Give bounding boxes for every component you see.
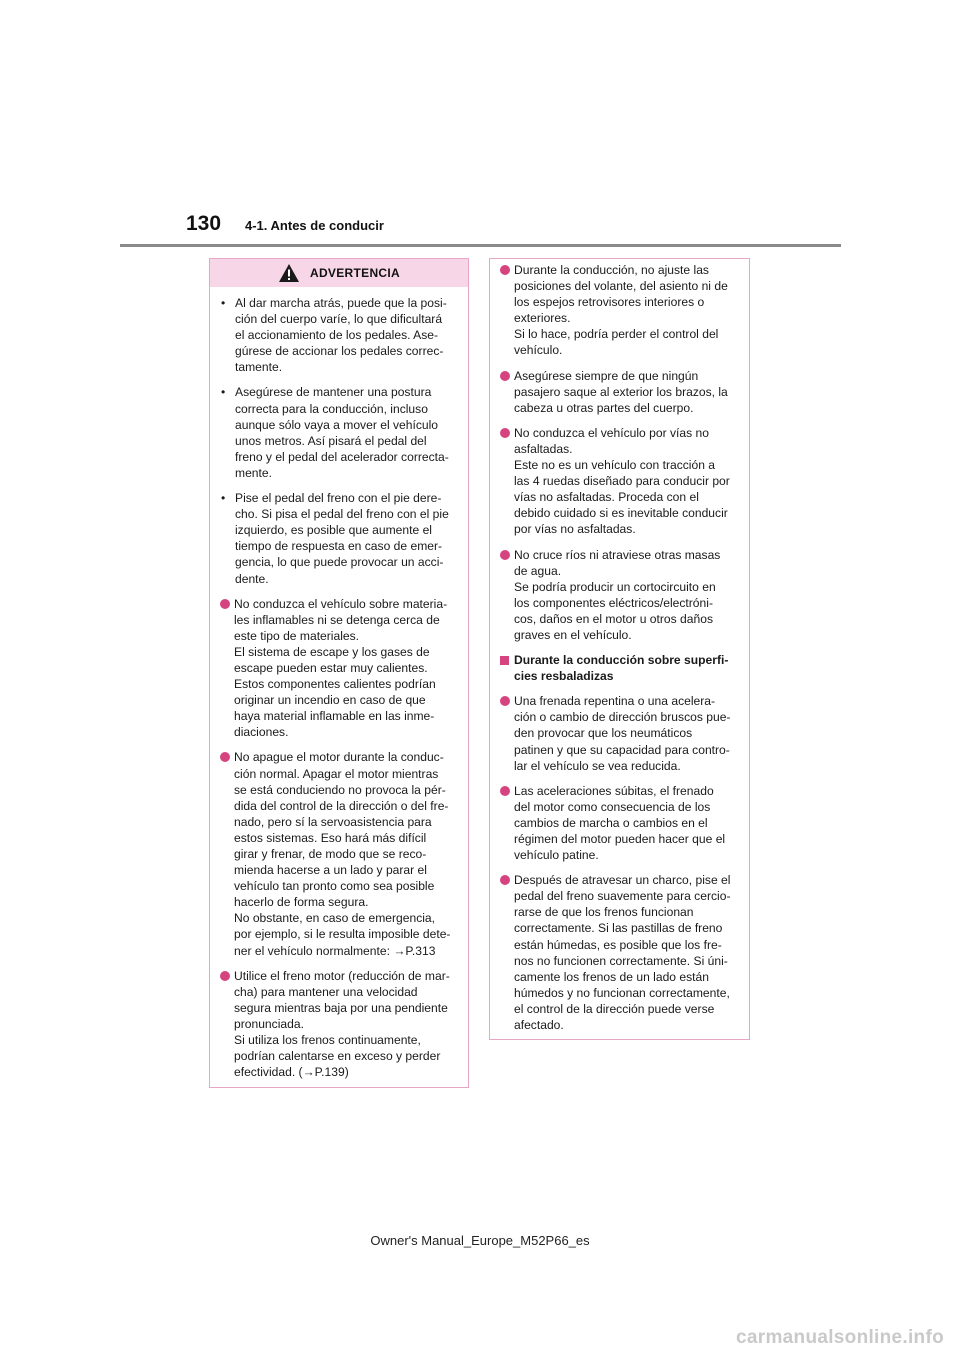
list-item	[500, 693, 741, 773]
marker	[500, 425, 514, 538]
marker	[220, 596, 234, 741]
list-item	[500, 783, 741, 863]
warning-header	[210, 259, 468, 287]
circle-bullet-icon	[500, 428, 510, 438]
list-item-text: No conduzca el vehículo sobre materia- les inflamables ni se detenga cerca de este tipo de materiales. El sistema de escape y los gases de escape pueden estar muy calientes. Estos componentes calientes podrían originar un incendio en caso de que haya material inflamable en las inme- diaciones.	[234, 596, 448, 740]
marker	[500, 652, 514, 684]
subheading	[500, 652, 741, 684]
warning-box-right	[489, 258, 750, 1040]
circle-bullet-icon	[220, 971, 230, 981]
list-item	[220, 749, 460, 958]
watermark-logo: carmanualsonline.info	[736, 1327, 944, 1348]
circle-bullet-icon	[220, 599, 230, 609]
marker	[500, 547, 514, 644]
marker	[220, 968, 234, 1081]
square-bullet-icon	[500, 656, 509, 665]
list-item	[500, 262, 741, 359]
circle-bullet-icon	[500, 875, 510, 885]
footer-text: Owner's Manual_Europe_M52P66_es	[370, 1233, 590, 1248]
list-item-text: No conduzca el vehículo por vías no asfaltadas. Este no es un vehículo con tracción a las 4 ruedas diseñado para conducir por vías no asfaltadas. Proceda con el debido cuidado si es inevitable conducir por vías no asfaltadas.	[514, 425, 730, 537]
list-item	[220, 295, 460, 375]
list-item-text: Asegúrese de mantener una postura correcta para la conducción, incluso aunque sólo vaya a mover el vehículo unos metros. Así pisará el pedal del freno y el pedal del acelerador correcta- mente.	[235, 385, 449, 480]
circle-bullet-icon	[220, 752, 230, 762]
circle-bullet-icon	[500, 786, 510, 796]
list-item	[220, 384, 460, 481]
list-item-text: Durante la conducción, no ajuste las posiciones del volante, del asiento ni de los espejos retrovisores interiores o exteriores. Si lo hace, podría perder el control del vehículo.	[514, 263, 728, 358]
bullet-marker: •	[221, 385, 226, 400]
warning-triangle-icon	[278, 263, 300, 283]
marker	[500, 262, 514, 359]
list-item-text: Pise el pedal del freno con el pie dere- cho. Si pisa el pedal del freno con el pie izquierdo, es posible que aumente el tiempo de respuesta en caso de emer- gencia, lo que puede provocar un acci- dente.	[235, 491, 449, 586]
circle-bullet-icon	[500, 265, 510, 275]
marker	[500, 693, 514, 773]
list-item-text: Una frenada repentina o una acelera- ción o cambio de dirección bruscos pue- den provocar que los neumáticos patinen y que su capacidad para contro- lar el vehículo se vea reducida.	[514, 694, 731, 773]
marker	[500, 783, 514, 863]
list-item	[500, 425, 741, 538]
list-item-text: Asegúrese siempre de que ningún pasajero saque al exterior los brazos, la cabeza u otras partes del cuerpo.	[514, 368, 728, 415]
warning-box-left	[209, 258, 469, 1088]
section-title: 4-1. Antes de conducir	[245, 218, 384, 233]
page-number: 130	[186, 212, 222, 235]
list-item	[220, 596, 460, 741]
warning-content-left	[210, 287, 468, 1080]
list-item	[500, 547, 741, 644]
list-item	[500, 368, 741, 416]
circle-bullet-icon	[500, 696, 510, 706]
circle-bullet-icon	[500, 371, 510, 381]
subheading-text: Durante la conducción sobre superfi- cies resbaladizas	[514, 653, 729, 684]
marker	[220, 749, 234, 958]
circle-bullet-icon	[500, 550, 510, 560]
list-item	[220, 490, 460, 587]
list-item	[220, 968, 460, 1081]
list-item-text: Las aceleraciones súbitas, el frenado del motor como consecuencia de los cambios de marcha o cambios en el régimen del motor pueden hacer que el vehículo patine.	[514, 783, 726, 863]
bullet-marker: •	[221, 491, 226, 506]
list-item-text: No apague el motor durante la conduc- ción normal. Apagar el motor mientras se está conduciendo no provoca la pér- dida del control de la dirección o del fre- nado, pero sí la servoasistencia para estos sistemas. Eso hará más difícil girar y frenar, de modo que se reco- mienda hacerse a un lado y parar el vehículo tan pronto como sea posible hacerlo de forma segura. No obstante, en caso de emergencia, por ejemplo, si le resulta imposible dete- ner el vehículo normalmente: →P.313	[234, 750, 451, 958]
warning-title: ADVERTENCIA	[310, 266, 400, 280]
list-item-text: Al dar marcha atrás, puede que la posi- ción del cuerpo varíe, lo que dificultará el accionamiento de los pedales. Ase- gúrese de accionar los pedales correc- tamente.	[235, 296, 447, 375]
warning-content-right	[490, 259, 749, 1033]
list-item-text: Utilice el freno motor (reducción de mar- cha) para mantener una velocidad segura mientras baja por una pendiente pronunciada. Si utiliza los frenos continuamente, podrían calentarse en exceso y perder efectividad. (→P.139)	[234, 968, 450, 1080]
marker	[500, 368, 514, 416]
bullet-marker: •	[221, 296, 226, 310]
list-item-text: Después de atravesar un charco, pise el pedal del freno suavemente para cercio- rarse de que los frenos funcionan correctamente. Si las pastillas de freno están húmedas, es posible que los fre- nos no funcionen correctamente. Si úni- camente los frenos de un lado están húmedos y no funcionan correctamente, el control de la dirección puede verse afectado.	[514, 873, 731, 1033]
marker	[500, 872, 514, 1033]
list-item	[500, 872, 741, 1033]
header-rule	[120, 244, 841, 247]
list-item-text: No cruce ríos ni atraviese otras masas de agua. Se podría producir un cortocircuito en los componentes eléctricos/electróni- cos, daños en el motor u otros daños graves en el vehículo.	[514, 547, 721, 642]
